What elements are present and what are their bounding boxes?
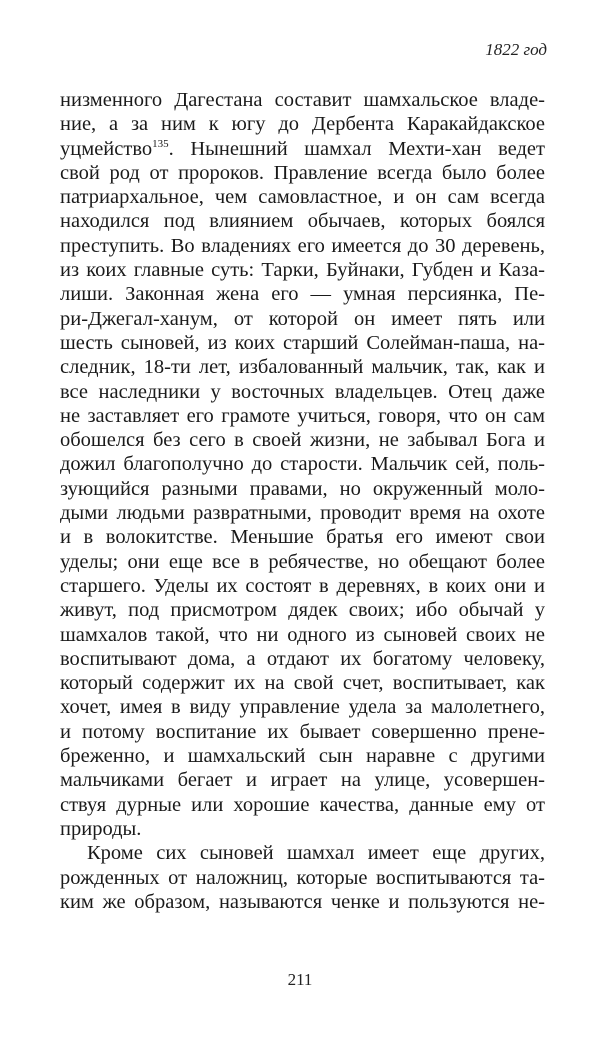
text-line: ким же образом, называются ченке и пользуются не- (60, 890, 545, 913)
text-line: природы. (60, 817, 142, 840)
text-line: не заставляет его грамоте учиться, говоря, что он сам (60, 404, 545, 427)
text-line (60, 137, 545, 161)
text-line: бреженно, и шамхальский сын наравне с другими (60, 745, 545, 768)
text-line: лиши. Законная жена его — умная персиянка, Пе- (60, 283, 545, 306)
text-line: уделы; они еще все в ребячестве, но обещают более (60, 550, 545, 573)
text-line: и потому воспитание их бывает совершенно прене- (60, 720, 545, 743)
text-line: Кроме сих сыновей шамхал имеет еще других, (87, 842, 545, 865)
text-line: все наследники у восточных владельцев. Отец даже (60, 380, 545, 403)
text-line: шамхалов такой, что ни одного из сыновей своих не (60, 623, 545, 646)
text-line: шесть сыновей, из коих старший Солейман-паша, на- (60, 331, 545, 354)
text-line: дыми людьми развратными, проводит время на охоте (60, 502, 545, 525)
text-line: зующийся разными правами, но окруженный моло- (60, 477, 545, 500)
text-line: ри-Джегал-ханум, от которой он имеет пять или (60, 307, 545, 330)
text-line: который содержит их на свой счет, воспитывает, как (60, 672, 545, 695)
text-line: свой род от пророков. Правление всегда было более (60, 161, 545, 184)
text-line: низменного Дагестана составит шамхальское владе- (60, 89, 545, 111)
text-line: воспитывают дома, а отдают их богатому человеку, (60, 647, 545, 670)
text-line: и в волокитстве. Меньшие братья его имеют свои (60, 526, 545, 549)
text-run: уцмейство (60, 137, 153, 160)
text-line: обошелся без сего в своей жизни, не забывал Бога и (60, 429, 545, 452)
text-line: находился под влиянием обычаев, которых боялся (60, 210, 545, 233)
text-line: ние, а за ним к югу до Дербента Каракайдакское (60, 113, 545, 136)
body-text (60, 88, 545, 914)
running-head: 1822 год (485, 40, 547, 59)
text-line: рожденных от наложниц, которые воспитываются та- (60, 866, 545, 889)
text-line: хочет, имея в виду управление удела за малолетнего, (60, 696, 545, 719)
text-line: из коих главные суть: Тарки, Буйнаки, Губден и Каза- (60, 259, 545, 282)
text-line: следник, 18-ти лет, избалованный мальчик, так, как и (60, 356, 545, 379)
text-line: патриархальное, чем самовластное, и он сам всегда (60, 186, 545, 209)
text-line: мальчиками бегает и играет на улице, усовершен- (60, 769, 545, 792)
text-line: преступить. Во владениях его имеется до 30 деревень, (60, 234, 545, 257)
text-run: . Нынешний шамхал Мехти-хан ведет (168, 137, 545, 160)
text-line: живут, под присмотром дядек своих; ибо обычай у (60, 599, 545, 622)
text-line: старшего. Уделы их состоят в деревнях, в коих они и (60, 574, 545, 597)
text-line: дожил благополучно до старости. Мальчик сей, поль- (60, 453, 545, 476)
footnote-ref[interactable]: 135 (152, 137, 169, 150)
text-line: ствуя дурные или хорошие качества, данные ему от (60, 793, 545, 816)
page-number: 211 (287, 970, 313, 989)
